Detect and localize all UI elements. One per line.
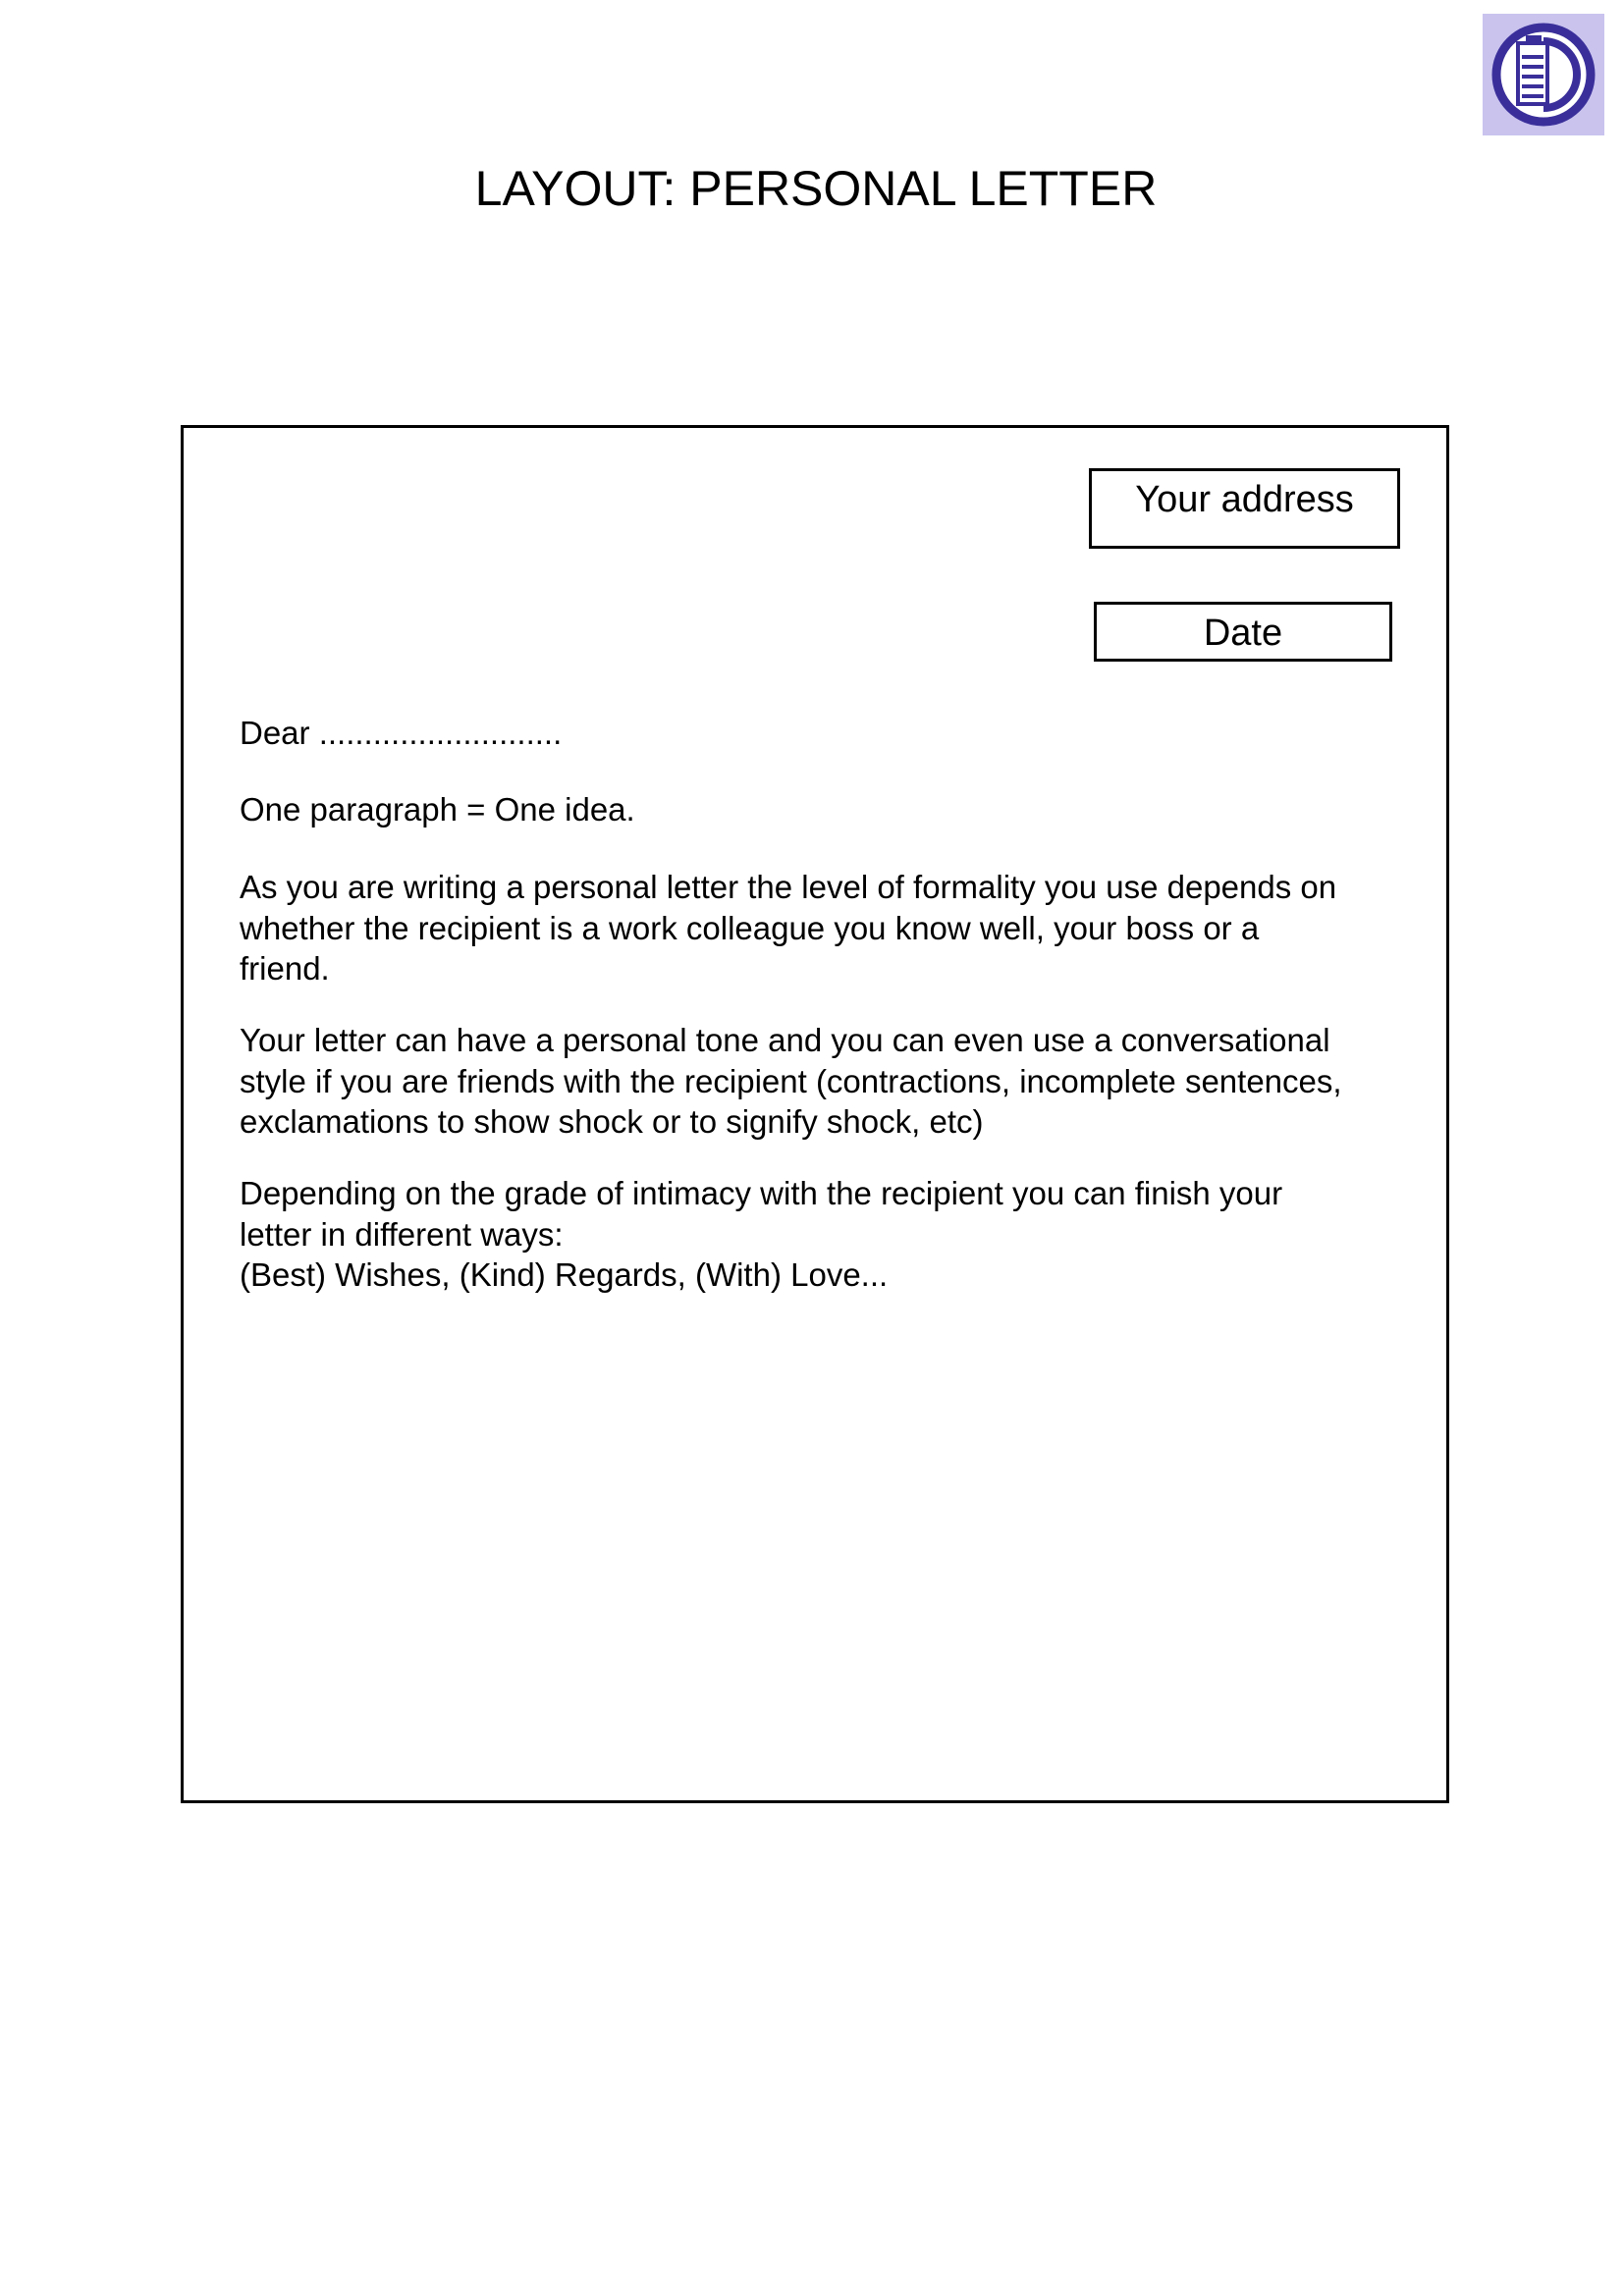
paragraph-closing — [240, 1173, 1398, 1296]
paragraph-formality — [240, 867, 1398, 989]
paragraph-line: letter in different ways: — [240, 1215, 564, 1253]
page-title: LAYOUT: PERSONAL LETTER — [474, 161, 1158, 216]
document-logo-icon — [1483, 14, 1604, 135]
paragraph-line: style if you are friends with the recipient (contractions, incomplete sentences, — [240, 1062, 1342, 1099]
paragraph-line: Your letter can have a personal tone and you can even use a conversational — [240, 1022, 1330, 1058]
paragraph-one-idea — [240, 789, 1398, 830]
paragraph-line: Depending on the grade of intimacy with the recipient you can finish your — [240, 1175, 1283, 1211]
paragraph-line: whether the recipient is a work colleague you know well, your boss or a — [240, 909, 1260, 946]
address-box: Your address — [1089, 468, 1400, 549]
paragraph-line: exclamations to show shock or to signify shock, etc) — [240, 1103, 984, 1140]
paragraph-line: As you are writing a personal letter the level of formality you use depends on — [240, 869, 1337, 905]
paragraph-line: friend. — [240, 950, 330, 987]
paragraph-line: (Best) Wishes, (Kind) Regards, (With) Love... — [240, 1256, 889, 1293]
salutation: Dear ........................... — [240, 715, 563, 751]
paragraph-tone — [240, 1020, 1398, 1143]
paragraph-line: One paragraph = One idea. — [240, 791, 635, 828]
date-box: Date — [1094, 602, 1392, 662]
